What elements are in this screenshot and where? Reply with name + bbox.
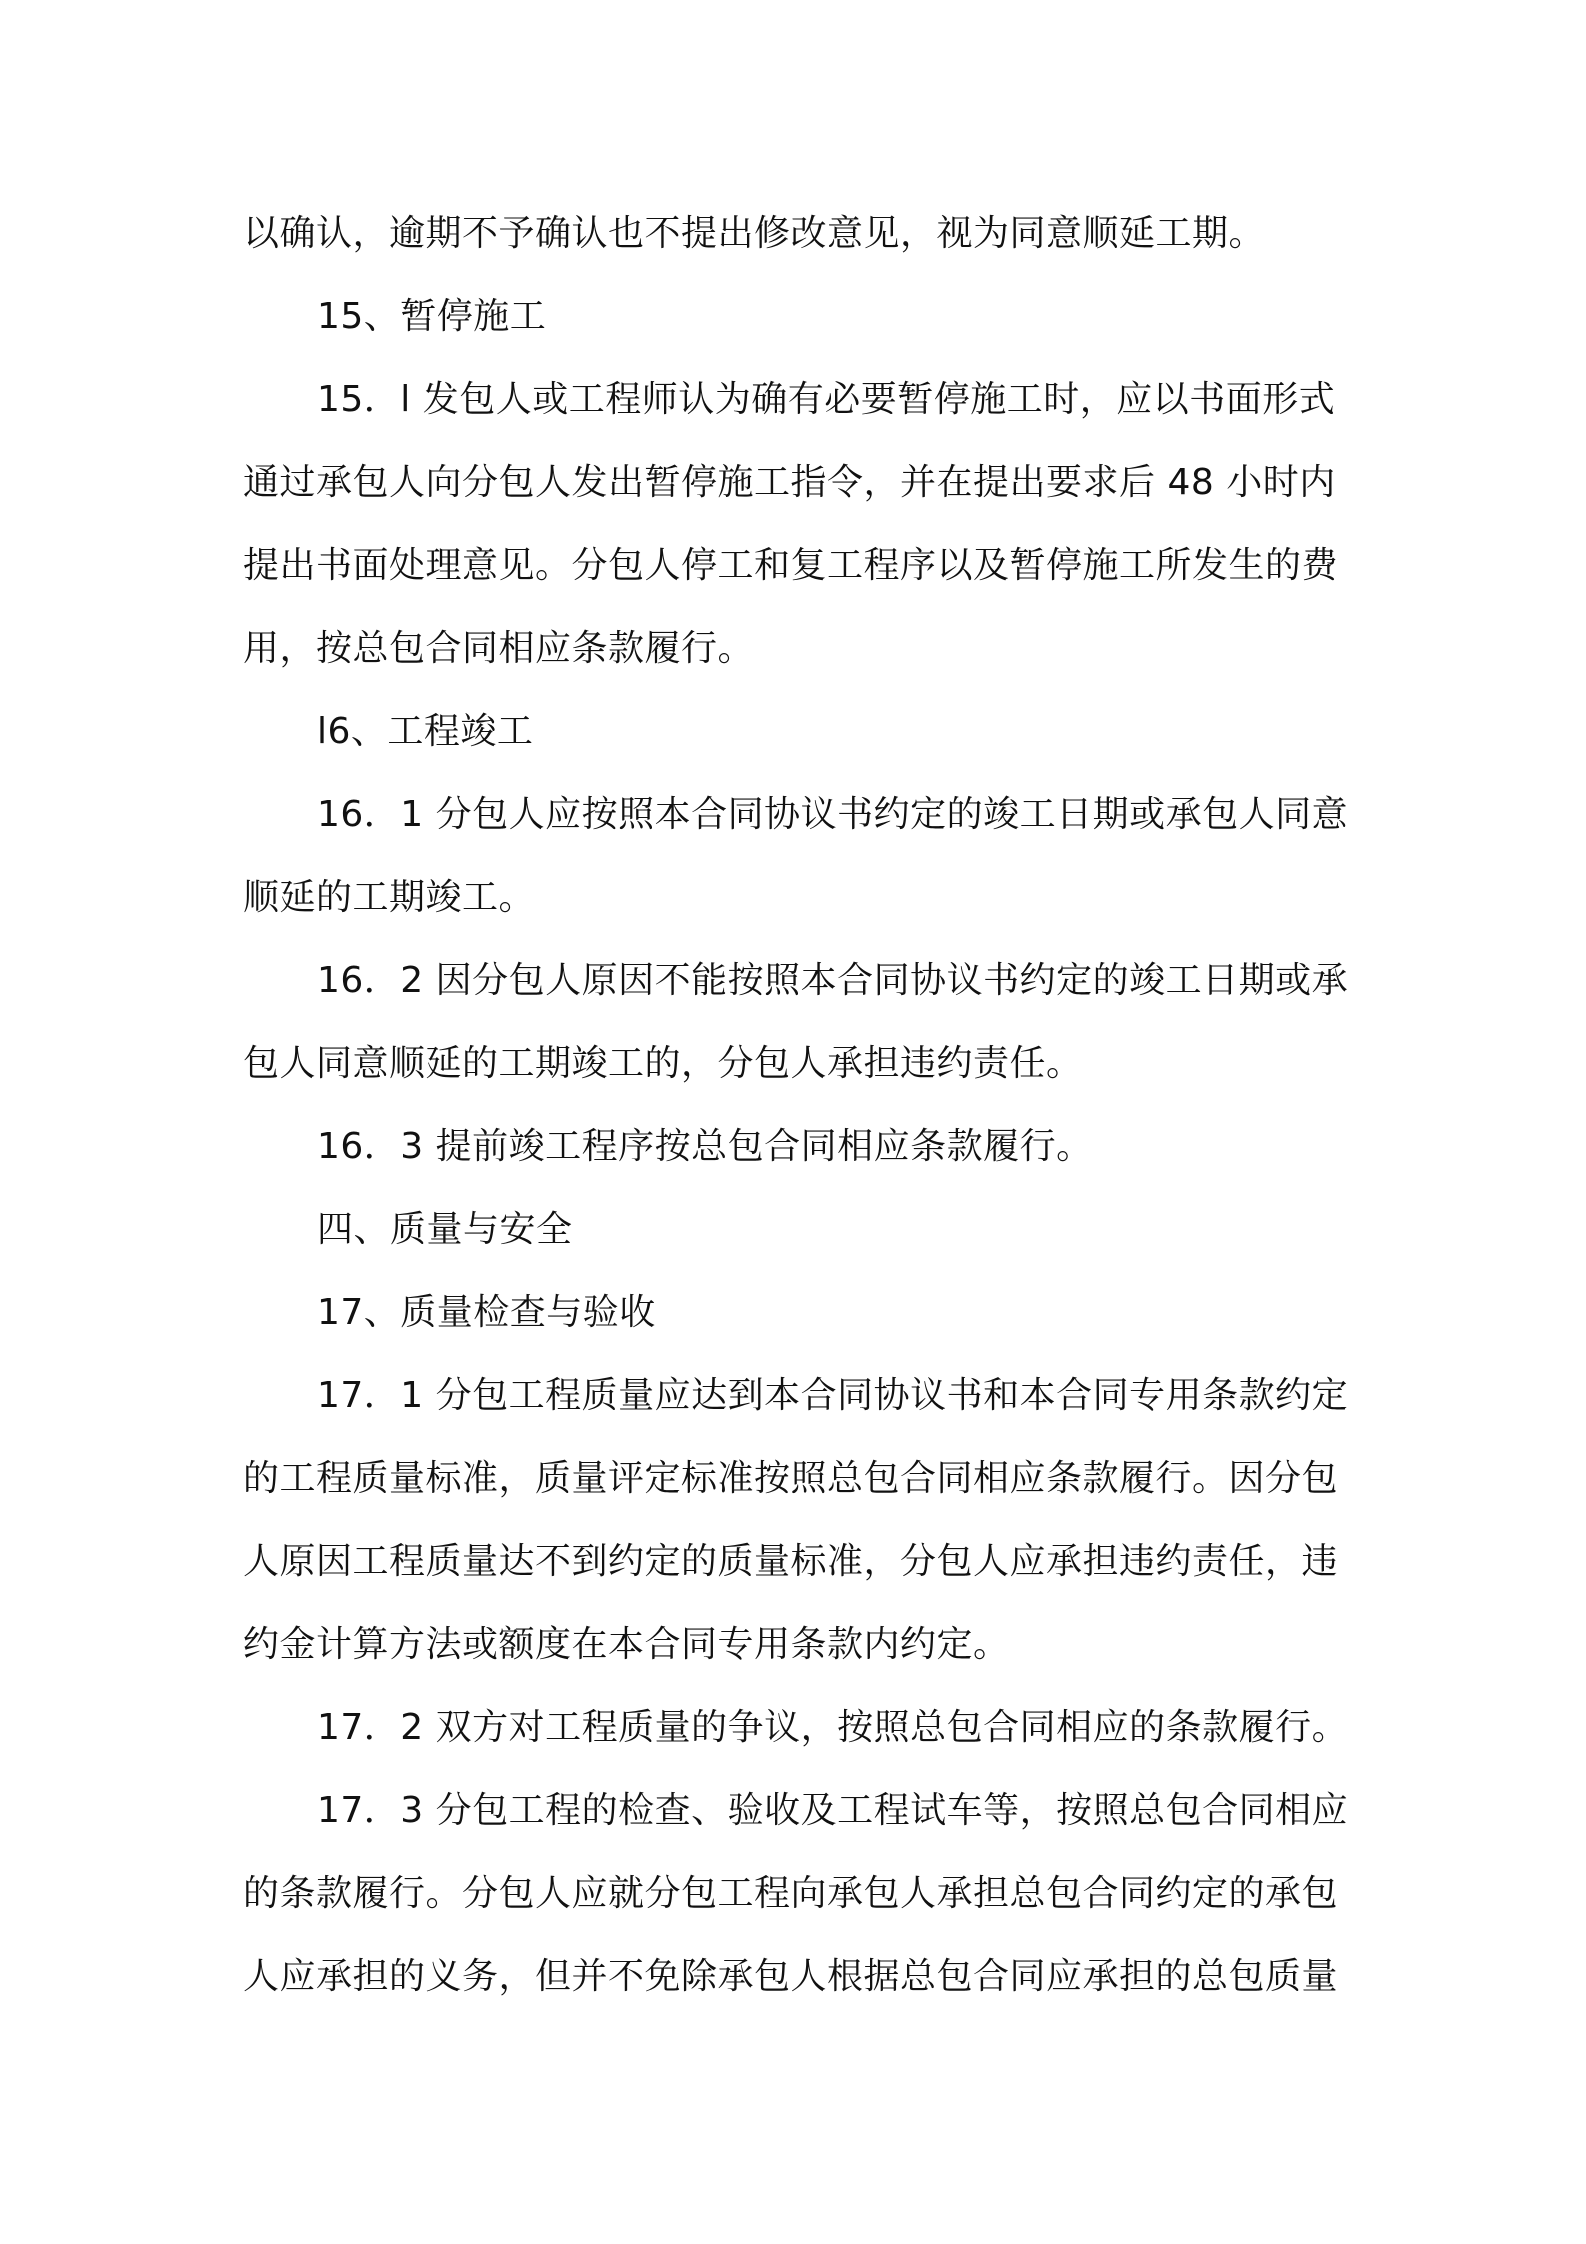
- text-line: 包人同意顺延的工期竣工的，分包人承担违约责任。: [243, 1043, 1083, 1084]
- text-line: 约金计算方法或额度在本合同专用条款内约定。: [243, 1624, 1010, 1665]
- text-line: 16．3 提前竣工程序按总包合同相应条款履行。: [317, 1126, 1093, 1167]
- text-line: 16．2 因分包人原因不能按照本合同协议书约定的竣工日期或承: [317, 960, 1349, 1001]
- section-heading: 17、质量检查与验收: [317, 1292, 656, 1333]
- text-line: 用，按总包合同相应条款履行。: [243, 628, 755, 669]
- chapter-heading: 四、质量与安全: [317, 1209, 573, 1250]
- section-heading: l6、工程竣工: [317, 711, 534, 752]
- text-line: 顺延的工期竣工。: [243, 877, 536, 918]
- text-line: 人应承担的义务，但并不免除承包人根据总包合同应承担的总包质量: [243, 1956, 1339, 1997]
- text-line: 人原因工程质量达不到约定的质量标准，分包人应承担违约责任，违: [243, 1541, 1339, 1582]
- text-line: 16．1 分包人应按照本合同协议书约定的竣工日期或承包人同意: [317, 794, 1349, 835]
- text-line: 17．1 分包工程质量应达到本合同协议书和本合同专用条款约定: [317, 1375, 1349, 1416]
- text-line: 17．2 双方对工程质量的争议，按照总包合同相应的条款履行。: [317, 1707, 1349, 1748]
- text-line: 的工程质量标准，质量评定标准按照总包合同相应条款履行。因分包: [243, 1458, 1339, 1499]
- text-line: 的条款履行。分包人应就分包工程向承包人承担总包合同约定的承包: [243, 1873, 1339, 1914]
- text-line: 15．l 发包人或工程师认为确有必要暂停施工时，应以书面形式: [317, 379, 1336, 420]
- text-line: 提出书面处理意见。分包人停工和复工程序以及暂停施工所发生的费: [243, 545, 1339, 586]
- text-line: 17．3 分包工程的检查、验收及工程试车等，按照总包合同相应: [317, 1790, 1349, 1831]
- text-line: 通过承包人向分包人发出暂停施工指令，并在提出要求后 48 小时内: [243, 462, 1336, 503]
- section-heading: 15、暂停施工: [317, 296, 547, 337]
- text-line: 以确认，逾期不予确认也不提出修改意见，视为同意顺延工期。: [243, 213, 1266, 254]
- document-body: [243, 192, 1358, 2018]
